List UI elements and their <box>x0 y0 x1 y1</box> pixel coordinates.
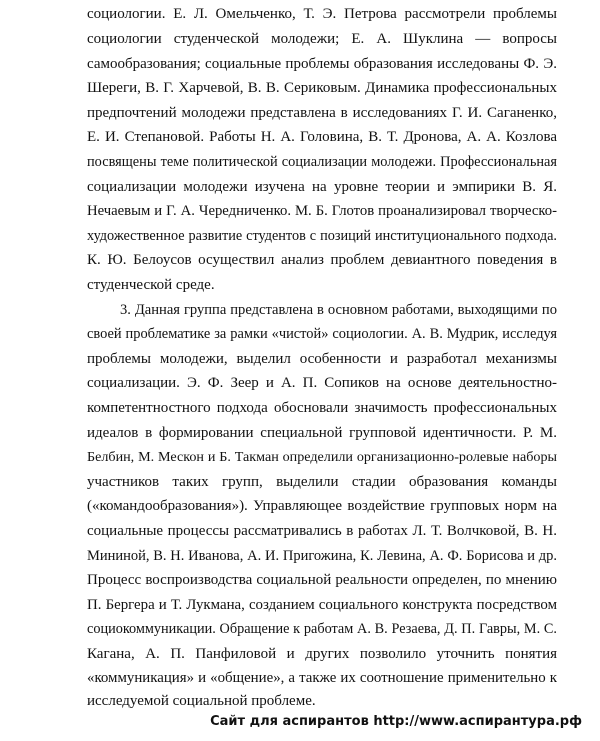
text-line: Нечаевым и Г. А. Чередниченко. М. Б. Глотов проанализировал творческо- <box>87 203 557 219</box>
text-line: социологии. Е. Л. Омельченко, Т. Э. Петрова рассмотрели проблемы <box>87 6 557 22</box>
text-line: студенческой среде. <box>87 277 215 293</box>
text-line: проблемы молодежи, выделил особенности и разработал механизмы <box>87 351 557 367</box>
text-line: социологии студенческой молодежи; Е. А. Шуклина — вопросы <box>87 31 557 47</box>
text-line: («командообразования»). Управляющее воздействие групповых норм на <box>87 498 557 514</box>
text-line: «коммуникация» и «общение», а также их соотношение применительно к <box>87 670 557 686</box>
text-line: Процесс воспроизводства социальной реальности определен, по мнению <box>87 572 557 588</box>
text-line: П. Бергера и Т. Лукмана, созданием социального конструкта посредством <box>87 597 557 613</box>
text-line: социокоммуникации. Обращение к работам А. В. Резаева, Д. П. Гавры, М. С. <box>87 621 557 637</box>
text-line: социализации молодежи изучена на уровне теории и эмпирики В. Я. <box>87 179 557 195</box>
text-line: 3. Данная группа представлена в основном работами, выходящими по <box>120 302 557 318</box>
text-line: Шереги, В. Г. Харчевой, В. В. Сериковым. Динамика профессиональных <box>87 80 557 96</box>
text-line: своей проблематике за рамки «чистой» социологии. А. В. Мудрик, исследуя <box>87 326 557 342</box>
text-line: компетентностного подхода обосновали значимость профессиональных <box>87 400 557 416</box>
text-line: самообразования; социальные проблемы образования исследованы Ф. Э. <box>87 56 557 72</box>
text-line: предпочтений молодежи представлена в исследованиях Г. И. Саганенко, <box>87 105 557 121</box>
text-line: посвящены теме политической социализации молодежи. Профессиональная <box>87 154 557 170</box>
text-line: исследуемой социальной проблеме. <box>87 693 316 709</box>
text-line: художественное развитие студентов с позиций институционального подхода. <box>87 228 557 244</box>
text-line: Е. И. Степановой. Работы Н. А. Головина, В. Т. Дронова, А. А. Козлова <box>87 129 557 145</box>
text-line: Мининой, В. Н. Иванова, А. И. Пригожина, К. Левина, А. Ф. Борисова и др. <box>87 548 557 564</box>
site-footer-link[interactable]: Сайт для аспирантов http://www.аспирантура.рф <box>210 714 582 729</box>
text-line: социализации. Э. Ф. Зеер и А. П. Сопиков на основе деятельностно- <box>87 375 557 391</box>
text-line: участников таких групп, выделили стадии образования команды <box>87 474 557 490</box>
text-line: идеалов в формировании специальной групповой идентичности. Р. М. <box>87 425 557 441</box>
text-line: К. Ю. Белоусов осуществил анализ проблем девиантного поведения в <box>87 252 557 268</box>
text-line: Белбин, М. Мескон и Б. Такман определили организационно-ролевые наборы <box>87 449 557 465</box>
text-line: Кагана, А. П. Панфиловой и других позволило уточнить понятия <box>87 646 557 662</box>
text-line: социальные процессы рассматривались в работах Л. Т. Волчковой, В. Н. <box>87 523 557 539</box>
